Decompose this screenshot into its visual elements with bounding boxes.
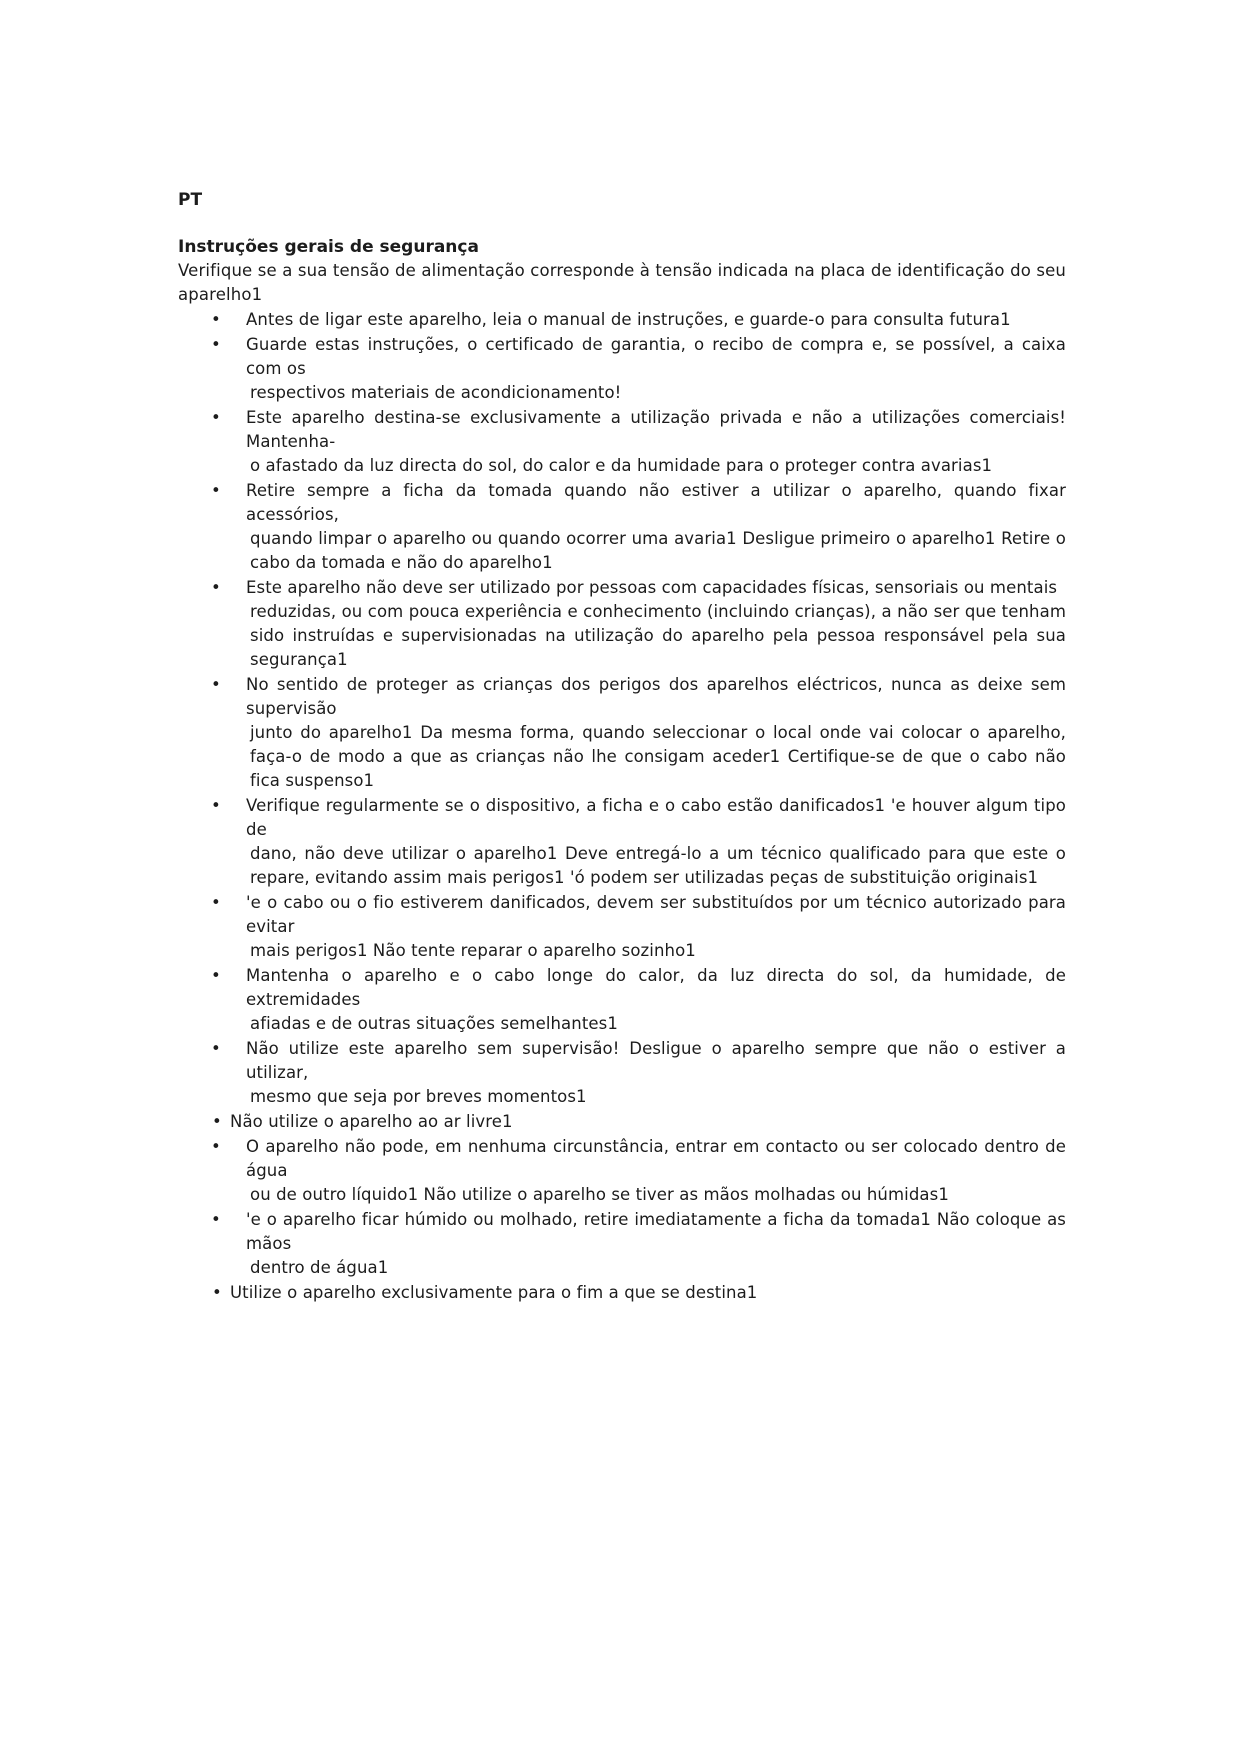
instruction-text	[246, 406, 1066, 478]
instruction-text	[246, 964, 1066, 1036]
safety-instruction-item	[178, 1208, 1066, 1280]
bullet-icon: •	[211, 1210, 221, 1229]
instruction-text	[230, 1281, 1066, 1305]
safety-instruction-item	[178, 1110, 1066, 1134]
intro-paragraph: Verifique se a sua tensão de alimentação corresponde à tensão indicada na placa de identificação do seu aparelho1	[178, 261, 1066, 304]
instruction-continuation: junto do aparelho1 Da mesma forma, quando seleccionar o local onde vai colocar o aparelho, faça-o de modo a que as crianças não lhe consigam aceder1 Certifique-se de que o cabo não fica suspenso1	[250, 723, 1066, 790]
instruction-text	[230, 1110, 1066, 1134]
instruction-first-line: Guarde estas instruções, o certificado de garantia, o recibo de compra e, se possível, a caixa com os	[246, 335, 1066, 378]
instruction-first-line: Mantenha o aparelho e o cabo longe do calor, da luz directa do sol, da humidade, de extremidades	[246, 966, 1066, 1009]
instruction-text	[246, 333, 1066, 405]
instruction-continuation: dano, não deve utilizar o aparelho1 Deve entregá-lo a um técnico qualificado para que este o repare, evitando assim mais perigos1 'ó podem ser utilizadas peças de substituição originais1	[250, 844, 1066, 887]
safety-instruction-item	[178, 576, 1066, 672]
bullet-icon: •	[212, 1112, 222, 1131]
instruction-first-line: Verifique regularmente se o dispositivo, a ficha e o cabo estão danificados1 'e houver algum tipo de	[246, 796, 1066, 839]
safety-instruction-item	[178, 1281, 1066, 1305]
instruction-continuation: ou de outro líquido1 Não utilize o aparelho se tiver as mãos molhadas ou húmidas1	[250, 1185, 949, 1204]
bullet-icon: •	[211, 893, 221, 912]
bullet-icon: •	[211, 1137, 221, 1156]
instruction-continuation: mais perigos1 Não tente reparar o aparelho sozinho1	[250, 941, 696, 960]
safety-instruction-item	[178, 794, 1066, 890]
safety-instruction-item	[178, 479, 1066, 575]
bullet-icon: •	[211, 408, 221, 427]
safety-instruction-item	[178, 891, 1066, 963]
instruction-first-line: O aparelho não pode, em nenhuma circunstância, entrar em contacto ou ser colocado dentro de água	[246, 1137, 1066, 1180]
instruction-continuation: o afastado da luz directa do sol, do calor e da humidade para o proteger contra avarias1	[250, 456, 993, 475]
safety-instruction-item	[178, 406, 1066, 478]
section-heading: Instruções gerais de segurança	[178, 237, 479, 257]
safety-instruction-item	[178, 673, 1066, 793]
safety-instruction-item	[178, 1037, 1066, 1109]
bullet-icon: •	[211, 796, 221, 815]
bullet-icon: •	[211, 578, 221, 597]
instruction-text	[246, 576, 1066, 672]
instruction-continuation: mesmo que seja por breves momentos1	[250, 1087, 587, 1106]
instruction-text	[246, 308, 1066, 332]
instruction-first-line: Antes de ligar este aparelho, leia o manual de instruções, e guarde-o para consulta futura1	[246, 310, 1011, 329]
bullet-icon: •	[211, 675, 221, 694]
bullet-icon: •	[211, 966, 221, 985]
instruction-first-line: 'e o cabo ou o fio estiverem danificados, devem ser substituídos por um técnico autorizado para evitar	[246, 893, 1066, 936]
bullet-icon: •	[212, 1283, 222, 1302]
instruction-first-line: Utilize o aparelho exclusivamente para o fim a que se destina1	[230, 1283, 758, 1302]
instruction-text	[246, 1037, 1066, 1109]
instruction-text	[246, 1208, 1066, 1280]
instruction-continuation: dentro de água1	[250, 1258, 389, 1277]
bullet-icon: •	[211, 481, 221, 500]
safety-instruction-item	[178, 1135, 1066, 1207]
instruction-first-line: Este aparelho não deve ser utilizado por pessoas com capacidades físicas, sensoriais ou mentais	[246, 578, 1058, 597]
instruction-continuation: respectivos materiais de acondicionamento!	[250, 383, 622, 402]
document-page	[178, 188, 1066, 1305]
safety-instruction-item	[178, 333, 1066, 405]
instruction-text	[246, 479, 1066, 575]
instruction-continuation: quando limpar o aparelho ou quando ocorrer uma avaria1 Desligue primeiro o aparelho1 Retire o cabo da tomada e não do aparelho1	[250, 529, 1066, 572]
safety-instruction-item	[178, 308, 1066, 332]
bullet-icon: •	[211, 1039, 221, 1058]
instruction-first-line: Não utilize este aparelho sem supervisão! Desligue o aparelho sempre que não o estiver a utilizar,	[246, 1039, 1066, 1082]
instruction-first-line: Este aparelho destina-se exclusivamente a utilização privada e não a utilizações comerciais! Mantenha-	[246, 408, 1066, 451]
instruction-continuation: reduzidas, ou com pouca experiência e conhecimento (incluindo crianças), a não ser que tenham sido instruídas e supervisionadas na utilização do aparelho pela pessoa responsável pela sua segurança1	[250, 602, 1066, 669]
language-code: PT	[178, 190, 203, 210]
instruction-first-line: Retire sempre a ficha da tomada quando não estiver a utilizar o aparelho, quando fixar acessórios,	[246, 481, 1066, 524]
instruction-first-line: No sentido de proteger as crianças dos perigos dos aparelhos eléctricos, nunca as deixe sem supervisão	[246, 675, 1066, 718]
instruction-text	[246, 1135, 1066, 1207]
instruction-text	[246, 794, 1066, 890]
instruction-text	[246, 891, 1066, 963]
bullet-icon: •	[211, 335, 221, 354]
instruction-first-line: 'e o aparelho ficar húmido ou molhado, retire imediatamente a ficha da tomada1 Não coloque as mãos	[246, 1210, 1066, 1253]
safety-instructions-list	[178, 308, 1066, 1305]
instruction-text	[246, 673, 1066, 793]
bullet-icon: •	[211, 310, 221, 329]
safety-instruction-item	[178, 964, 1066, 1036]
instruction-first-line: Não utilize o aparelho ao ar livre1	[230, 1112, 513, 1131]
instruction-continuation: afiadas e de outras situações semelhantes1	[250, 1014, 618, 1033]
